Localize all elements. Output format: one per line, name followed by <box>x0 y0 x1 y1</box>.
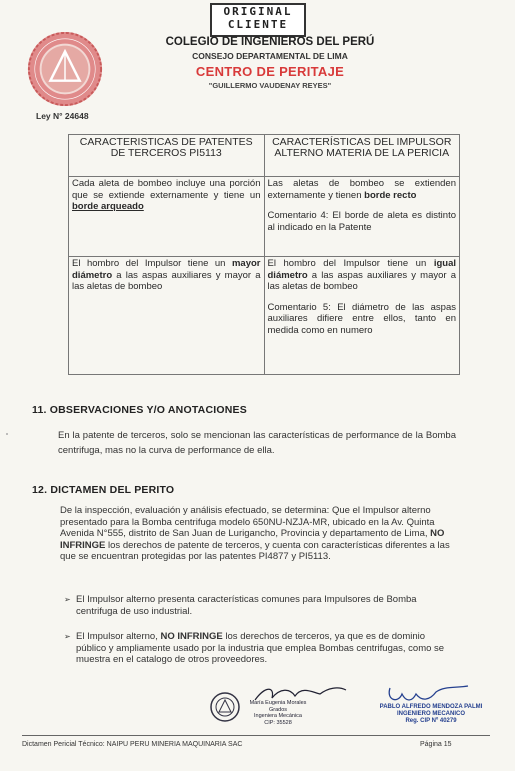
signature-right-text: PABLO ALFREDO MENDOZA PALMI INGENIERO MECANICO Reg. CIP Nº 40279 <box>379 704 483 724</box>
table-row <box>69 257 460 375</box>
center-subtitle: "GUILLERMO VAUDENAY REYES" <box>208 81 332 90</box>
footer-document-title: Dictamen Pericial Técnico: NAIPU PERU MINERIA MAQUINARIA SAC <box>22 741 243 748</box>
law-number: Ley N° 24648 <box>36 111 89 121</box>
arrow-bullet-icon: ➢ <box>64 632 71 641</box>
section-11-text: En la patente de terceros, solo se mencionan las características de performance de la Bomba centrifuga, mas no la curva de performance de ella. <box>58 430 456 456</box>
table-cell: El hombro del Impulsor tiene un igual diámetro a las aspas auxiliares y mayor a las aletas de bombeo Comentario 5: El diámetro de las aspas auxiliares difiere entre ellos, tanto en medida como en numero <box>264 257 460 375</box>
section-12-title: 12. DICTAMEN DEL PERITO <box>32 484 175 496</box>
signature-left <box>210 686 360 724</box>
footer-divider <box>22 735 490 736</box>
comment-5: Comentario 5: El diámetro de las aspas auxiliares difiere entre ellos, tanto en medida como en numero <box>267 301 456 336</box>
college-seal-logo <box>26 30 104 108</box>
table-cell: El hombro del Impulsor tiene un mayor diámetro a las aspas auxiliares y mayor a las aletas de bombeo <box>69 257 265 375</box>
comment-4: Comentario 4: El borde de aleta es distinto al indicado en la Patente <box>267 210 456 233</box>
scan-speck <box>6 433 8 435</box>
handwritten-signature-right <box>382 682 472 706</box>
table-cell: Las aletas de bombeo se extienden externamente y tienen borde recto Comentario 4: El borde de aleta es distinto al indicado en la Patente <box>264 177 460 257</box>
section-12-paragraph: De la inspección, evaluación y análisis efectuado, se determina: Que el Impulsor alterno presentado para la Bomba centrifuga modelo 650NU-NZJA-MR, ubicado en la Av. Quinta Avenida N°555, distrito de San Juan de Lurigancho, Provincia y departamento de Lima, NO INFRINGE los derechos de patente de terceros, y cuenta con características diferentes a las que se encuentran protegidas por las patentes PI4877 y PI5113. <box>60 505 450 562</box>
table-row <box>69 177 460 257</box>
college-name: COLEGIO DE INGENIEROS DEL PERÚ <box>165 36 375 48</box>
table-cell: Cada aleta de bombeo incluye una porción que se extiende externamente y tiene un borde arqueado <box>69 177 265 257</box>
original-client-stamp: ORIGINAL CLIENTE <box>210 3 306 37</box>
engineer-seal-icon <box>210 692 240 722</box>
section-11-title: 11. OBSERVACIONES Y/O ANOTACIONES <box>32 404 247 416</box>
table-header-row <box>69 135 460 177</box>
footer-page-number: Página 15 <box>420 741 452 748</box>
signature-left-text: María Eugenia Morales Grados Ingeniera Mecánica CIP: 35528 <box>249 700 307 726</box>
conclusion-bullet-2: ➢ El Impulsor alterno, NO INFRINGE los derechos de terceros, ya que es de dominio público y ampliamente usado por la industria que emplea Bombas centrifugas, como se muestra en el catalogo de otros proveedores. <box>64 631 445 665</box>
center-title: CENTRO DE PERITAJE <box>195 64 345 79</box>
signature-right <box>362 686 502 726</box>
column-header: CARACTERÍSTICAS DEL IMPULSOR ALTERNO MATERIA DE LA PERICIA <box>264 135 460 177</box>
column-header: CARACTERISTICAS DE PATENTES DE TERCEROS PI5113 <box>69 135 265 177</box>
comparison-table <box>68 134 460 375</box>
arrow-bullet-icon: ➢ <box>64 595 71 604</box>
council-name: CONSEJO DEPARTAMENTAL DE LIMA <box>192 51 348 61</box>
conclusion-bullet-1: ➢ El Impulsor alterno presenta características comunes para Impulsores de Bomba centrifuga de uso industrial. <box>64 594 417 617</box>
letterhead <box>120 36 420 90</box>
